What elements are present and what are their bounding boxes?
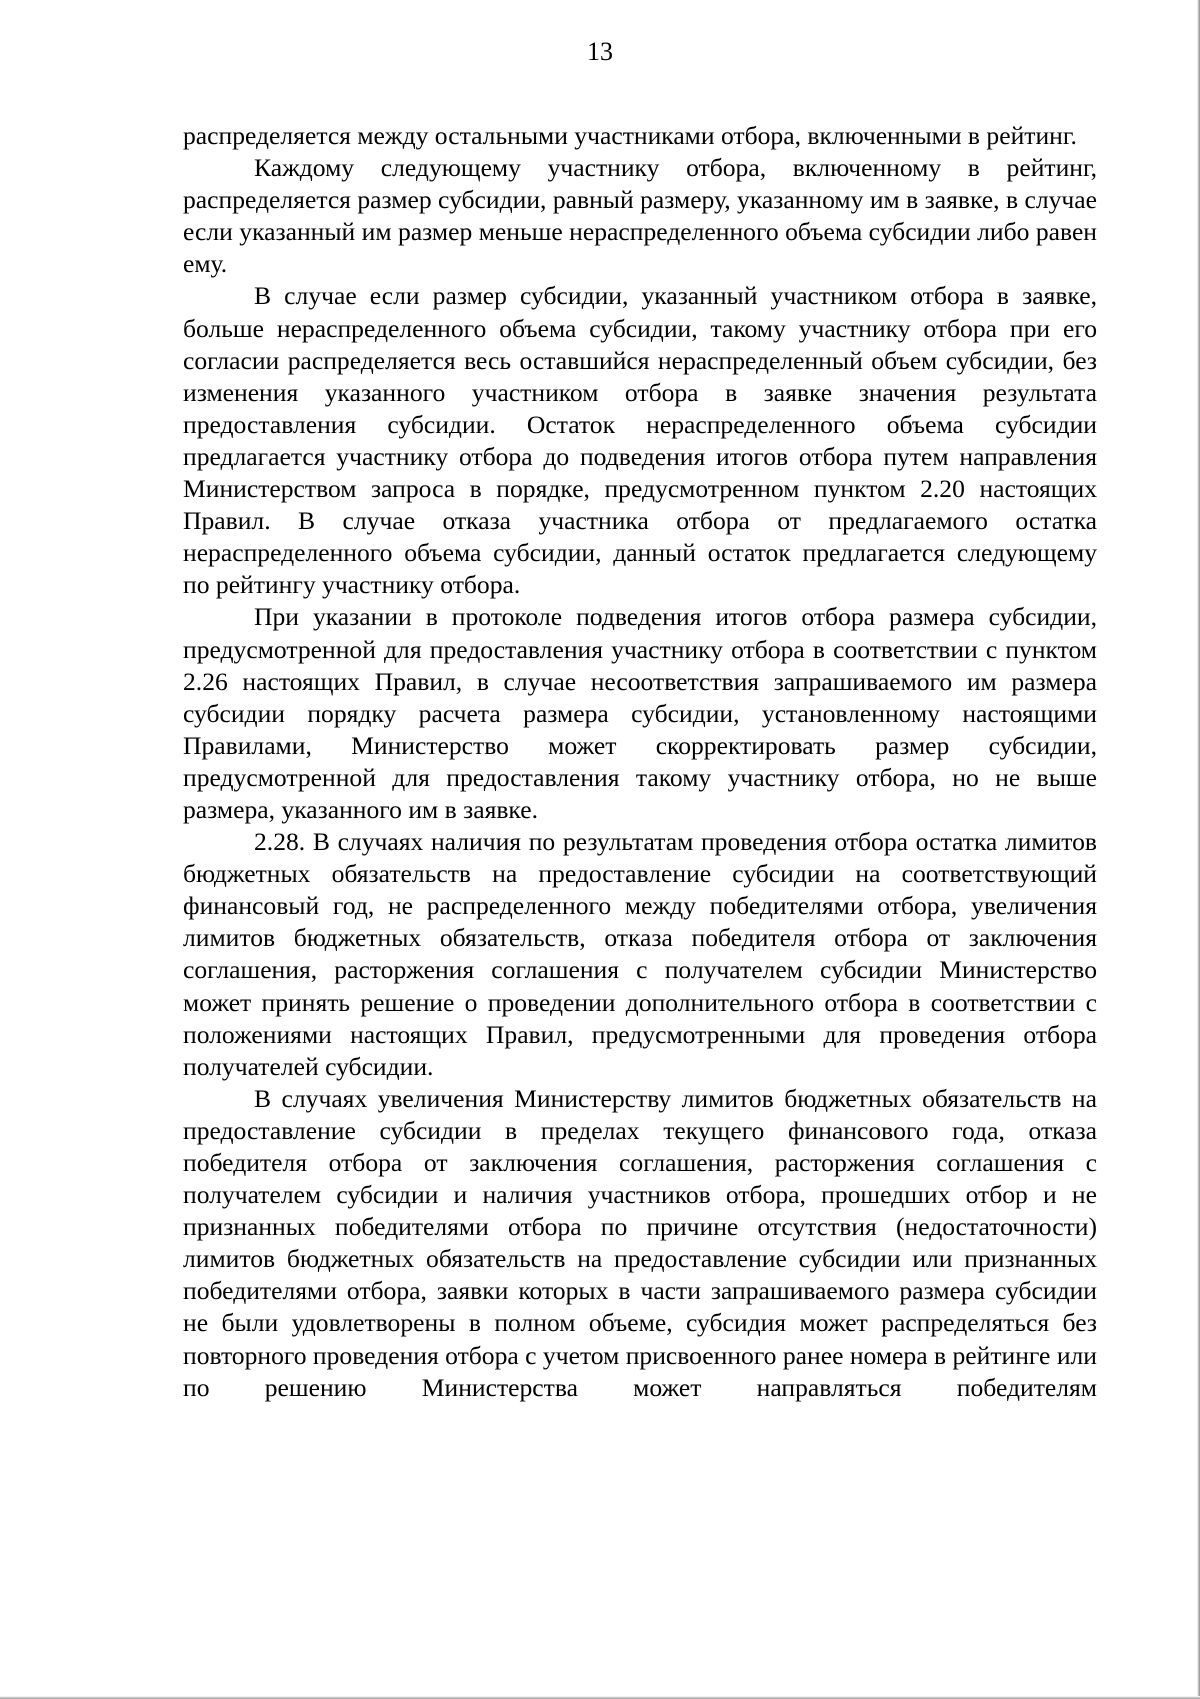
page-number: 13 <box>587 37 613 66</box>
paragraph-limits-increase: В случаях увеличения Министерству лимитов бюджетных обязательств на предоставление субсидии в пределах текущего финансового года, отказа победителя отбора от заключения соглашения, расторжения соглашения с получателем субсидии и наличия участников отбора, прошедших отбор и не признанных победителями отбора по причине отсутствия (недостаточности) лимитов бюджетных обязательств на предоставление субсидии или признанных победителями отбора, заявки которых в части запрашиваемого размера субсидии не были удовлетворены в полном объеме, субсидия может распределяться без повторного проведения отбора с учетом присвоенного ранее номера в рейтинге или по решению Министерства может направляться победителям <box>183 1083 1097 1402</box>
document-body <box>183 120 1097 1404</box>
paragraph-next-participant: Каждому следующему участнику отбора, включенному в рейтинг, распределяется размер субсидии, равный размеру, указанному им в заявке, в случае если указанный им размер меньше нераспределенного объема субсидии либо равен ему. <box>183 153 1097 279</box>
paragraph-protocol-correction: При указании в протоколе подведения итогов отбора размера субсидии, предусмотренной для предоставления участнику отбора в соответствии с пунктом 2.26 настоящих Правил, в случае несоответствия запрашиваемого им размера субсидии порядку расчета размера субсидии, установленному настоящими Правилами, Министерство может скорректировать размер субсидии, предусмотренной для предоставления такому участнику отбора, но не выше размера, указанного им в заявке. <box>183 602 1097 824</box>
paragraph-remaining-volume: В случае если размер субсидии, указанный участником отбора в заявке, больше нераспределенного объема субсидии, такому участнику отбора при его согласии распределяется весь оставшийся нераспределенный объем субсидии, без изменения указанного участником отбора в заявке значения результата предоставления субсидии. Остаток нераспределенного объема субсидии предлагается участнику отбора до подведения итогов отбора путем направления Министерством запроса в порядке, предусмотренном пунктом 2.20 настоящих Правил. В случае отказа участника отбора от предлагаемого остатка нераспределенного объема субсидии, данный остаток предлагается следующему по рейтингу участнику отбора. <box>183 281 1097 600</box>
paragraph-continuation: распределяется между остальными участниками отбора, включенными в рейтинг. <box>183 121 1077 150</box>
paragraph-clause-2-28: 2.28. В случаях наличия по результатам проведения отбора остатка лимитов бюджетных обязательств на предоставление субсидии на соответствующий финансовый год, не распределенного между победителями отбора, увеличения лимитов бюджетных обязательств, отказа победителя отбора от заключения соглашения, расторжения соглашения с получателем субсидии Министерство может принять решение о проведении дополнительного отбора в соответствии с положениями настоящих Правил, предусмотренными для проведения отбора получателей субсидии. <box>183 827 1097 1081</box>
